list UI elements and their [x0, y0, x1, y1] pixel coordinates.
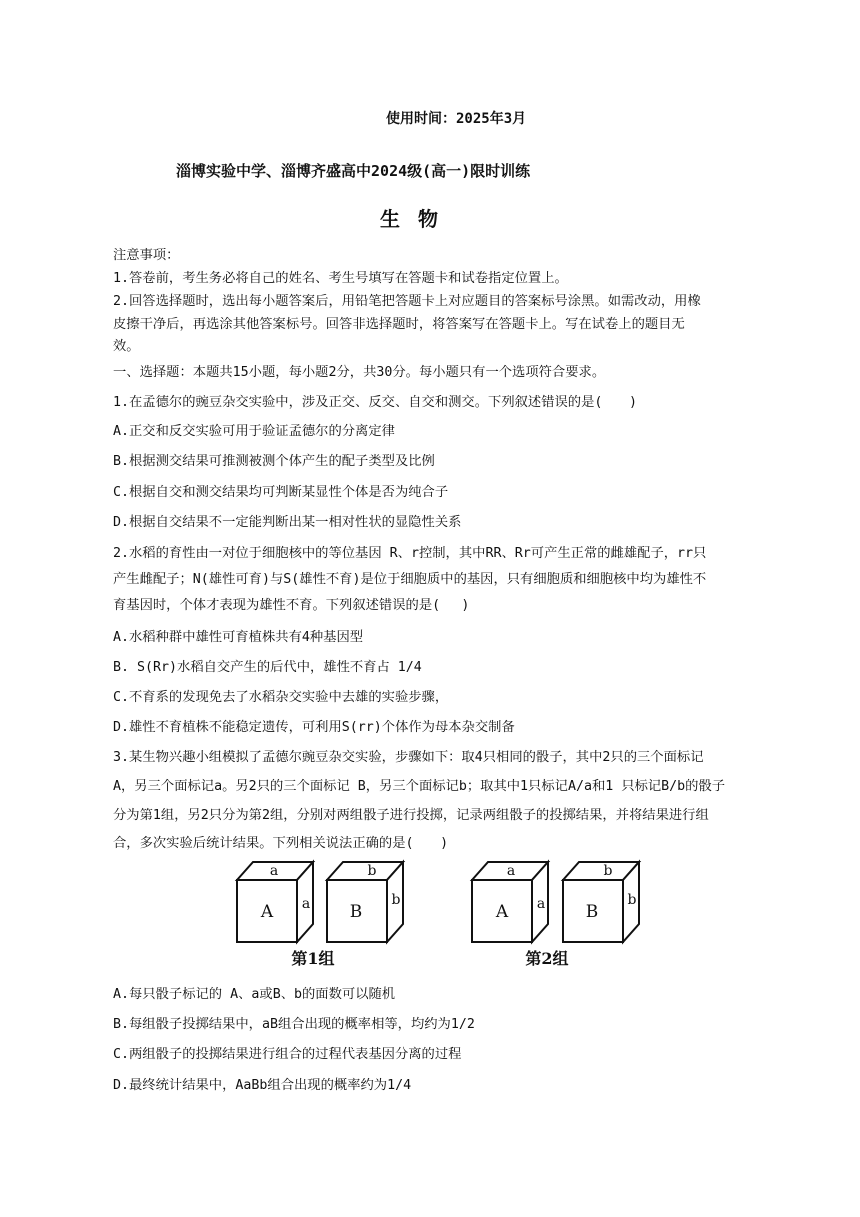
q1-option-b: B.根据测交结果可推测被测个体产生的配子类型及比例 [113, 454, 435, 469]
q1-option-d: D.根据自交结果不一定能判断出某一相对性状的显隐性关系 [113, 515, 462, 530]
q3-stem-line-1: 3.某生物兴趣小组模拟了孟德尔豌豆杂交实验，步骤如下：取4只相同的骰子，其中2只的三个面标记 [113, 750, 704, 765]
die-b-group2-top-label: b [603, 863, 613, 879]
group1-label: 第1组 [291, 949, 335, 968]
q3-option-b: B.每组骰子投掷结果中，aB组合出现的概率相等，均约为1/2 [113, 1017, 475, 1032]
die-b-group1-front-label: B [349, 902, 363, 922]
die-a-group2-top-label: a [506, 863, 516, 879]
usage-time: 使用时间：2025年3月 [386, 111, 527, 127]
die-a-group2-side-label: a [536, 896, 546, 912]
q1-stem: 1.在孟德尔的豌豆杂交实验中，涉及正交、反交、自交和测交。下列叙述错误的是( ) [113, 395, 638, 410]
q2-option-a: A.水稻种群中雄性可育植株共有4种基因型 [113, 630, 364, 645]
die-a-group2-front-label: A [495, 902, 509, 922]
dice-figure [225, 852, 645, 972]
die-b-group2-front-label: B [585, 902, 599, 922]
q3-stem-line-4: 合，多次实验后统计结果。下列相关说法正确的是( ) [113, 836, 449, 851]
die-a-group1-side-label: a [301, 896, 311, 912]
q2-stem-line-3: 育基因时，个体才表现为雄性不育。下列叙述错误的是( ) [113, 598, 470, 613]
q3-option-a: A.每只骰子标记的 A、a或B、b的面数可以随机 [113, 987, 396, 1002]
q2-option-d: D.雄性不育植株不能稳定遗传，可利用S(rr)个体作为母本杂交制备 [113, 720, 515, 735]
q1-option-a: A.正交和反交实验可用于验证孟德尔的分离定律 [113, 424, 395, 439]
die-b-group2-side-label: b [627, 892, 637, 908]
q1-option-c: C.根据自交和测交结果均可判断某显性个体是否为纯合子 [113, 485, 449, 500]
q3-option-c: C.两组骰子的投掷结果进行组合的过程代表基因分离的过程 [113, 1047, 462, 1062]
group2-label: 第2组 [525, 949, 569, 968]
q2-option-c: C.不育系的发现免去了水稻杂交实验中去雄的实验步骤， [113, 690, 449, 705]
q2-stem-line-1: 2.水稻的育性由一对位于细胞核中的等位基因 R、r控制，其中RR、Rr可产生正常的雌雄配子，rr只 [113, 546, 707, 561]
section-heading: 一、选择题：本题共15小题，每小题2分，共30分。每小题只有一个选项符合要求。 [113, 365, 606, 380]
die-b-group1-top-label: b [367, 863, 377, 879]
die-a-group1-front-label: A [260, 902, 274, 922]
die-a-group1-top-label: a [269, 863, 279, 879]
q3-option-d: D.最终统计结果中，AaBb组合出现的概率约为1/4 [113, 1078, 412, 1093]
school-title: 淄博实验中学、淄博齐盛高中2024级(高一)限时训练 [176, 162, 531, 180]
q2-option-b: B. S(Rr)水稻自交产生的后代中，雄性不育占 1/4 [113, 660, 422, 675]
notice-item-2-line-2: 皮擦干净后，再选涂其他答案标号。回答非选择题时，将答案写在答题卡上。写在试卷上的题目无 [113, 317, 685, 332]
subject-title: 生物 [380, 207, 456, 231]
notice-heading: 注意事项： [113, 248, 180, 263]
notice-item-2-line-3: 效。 [113, 339, 140, 354]
q3-stem-line-2: A，另三个面标记a。另2只的三个面标记 B，另三个面标记b；取其中1只标记A/a和1 只标记B/b的骰子 [113, 779, 726, 794]
die-b-group1-side-label: b [391, 892, 401, 908]
q3-stem-line-3: 分为第1组，另2只分为第2组，分别对两组骰子进行投掷，记录两组骰子的投掷结果，并将结果进行组 [113, 808, 709, 823]
q2-stem-line-2: 产生雌配子；N(雄性可育)与S(雄性不育)是位于细胞质中的基因，只有细胞质和细胞核中均为雄性不 [113, 572, 707, 587]
notice-item-2-line-1: 2.回答选择题时，选出每小题答案后，用铅笔把答题卡上对应题目的答案标号涂黑。如需改动，用橡 [113, 294, 701, 309]
notice-item-1: 1.答卷前，考生务必将自己的姓名、考生号填写在答题卡和试卷指定位置上。 [113, 271, 568, 286]
